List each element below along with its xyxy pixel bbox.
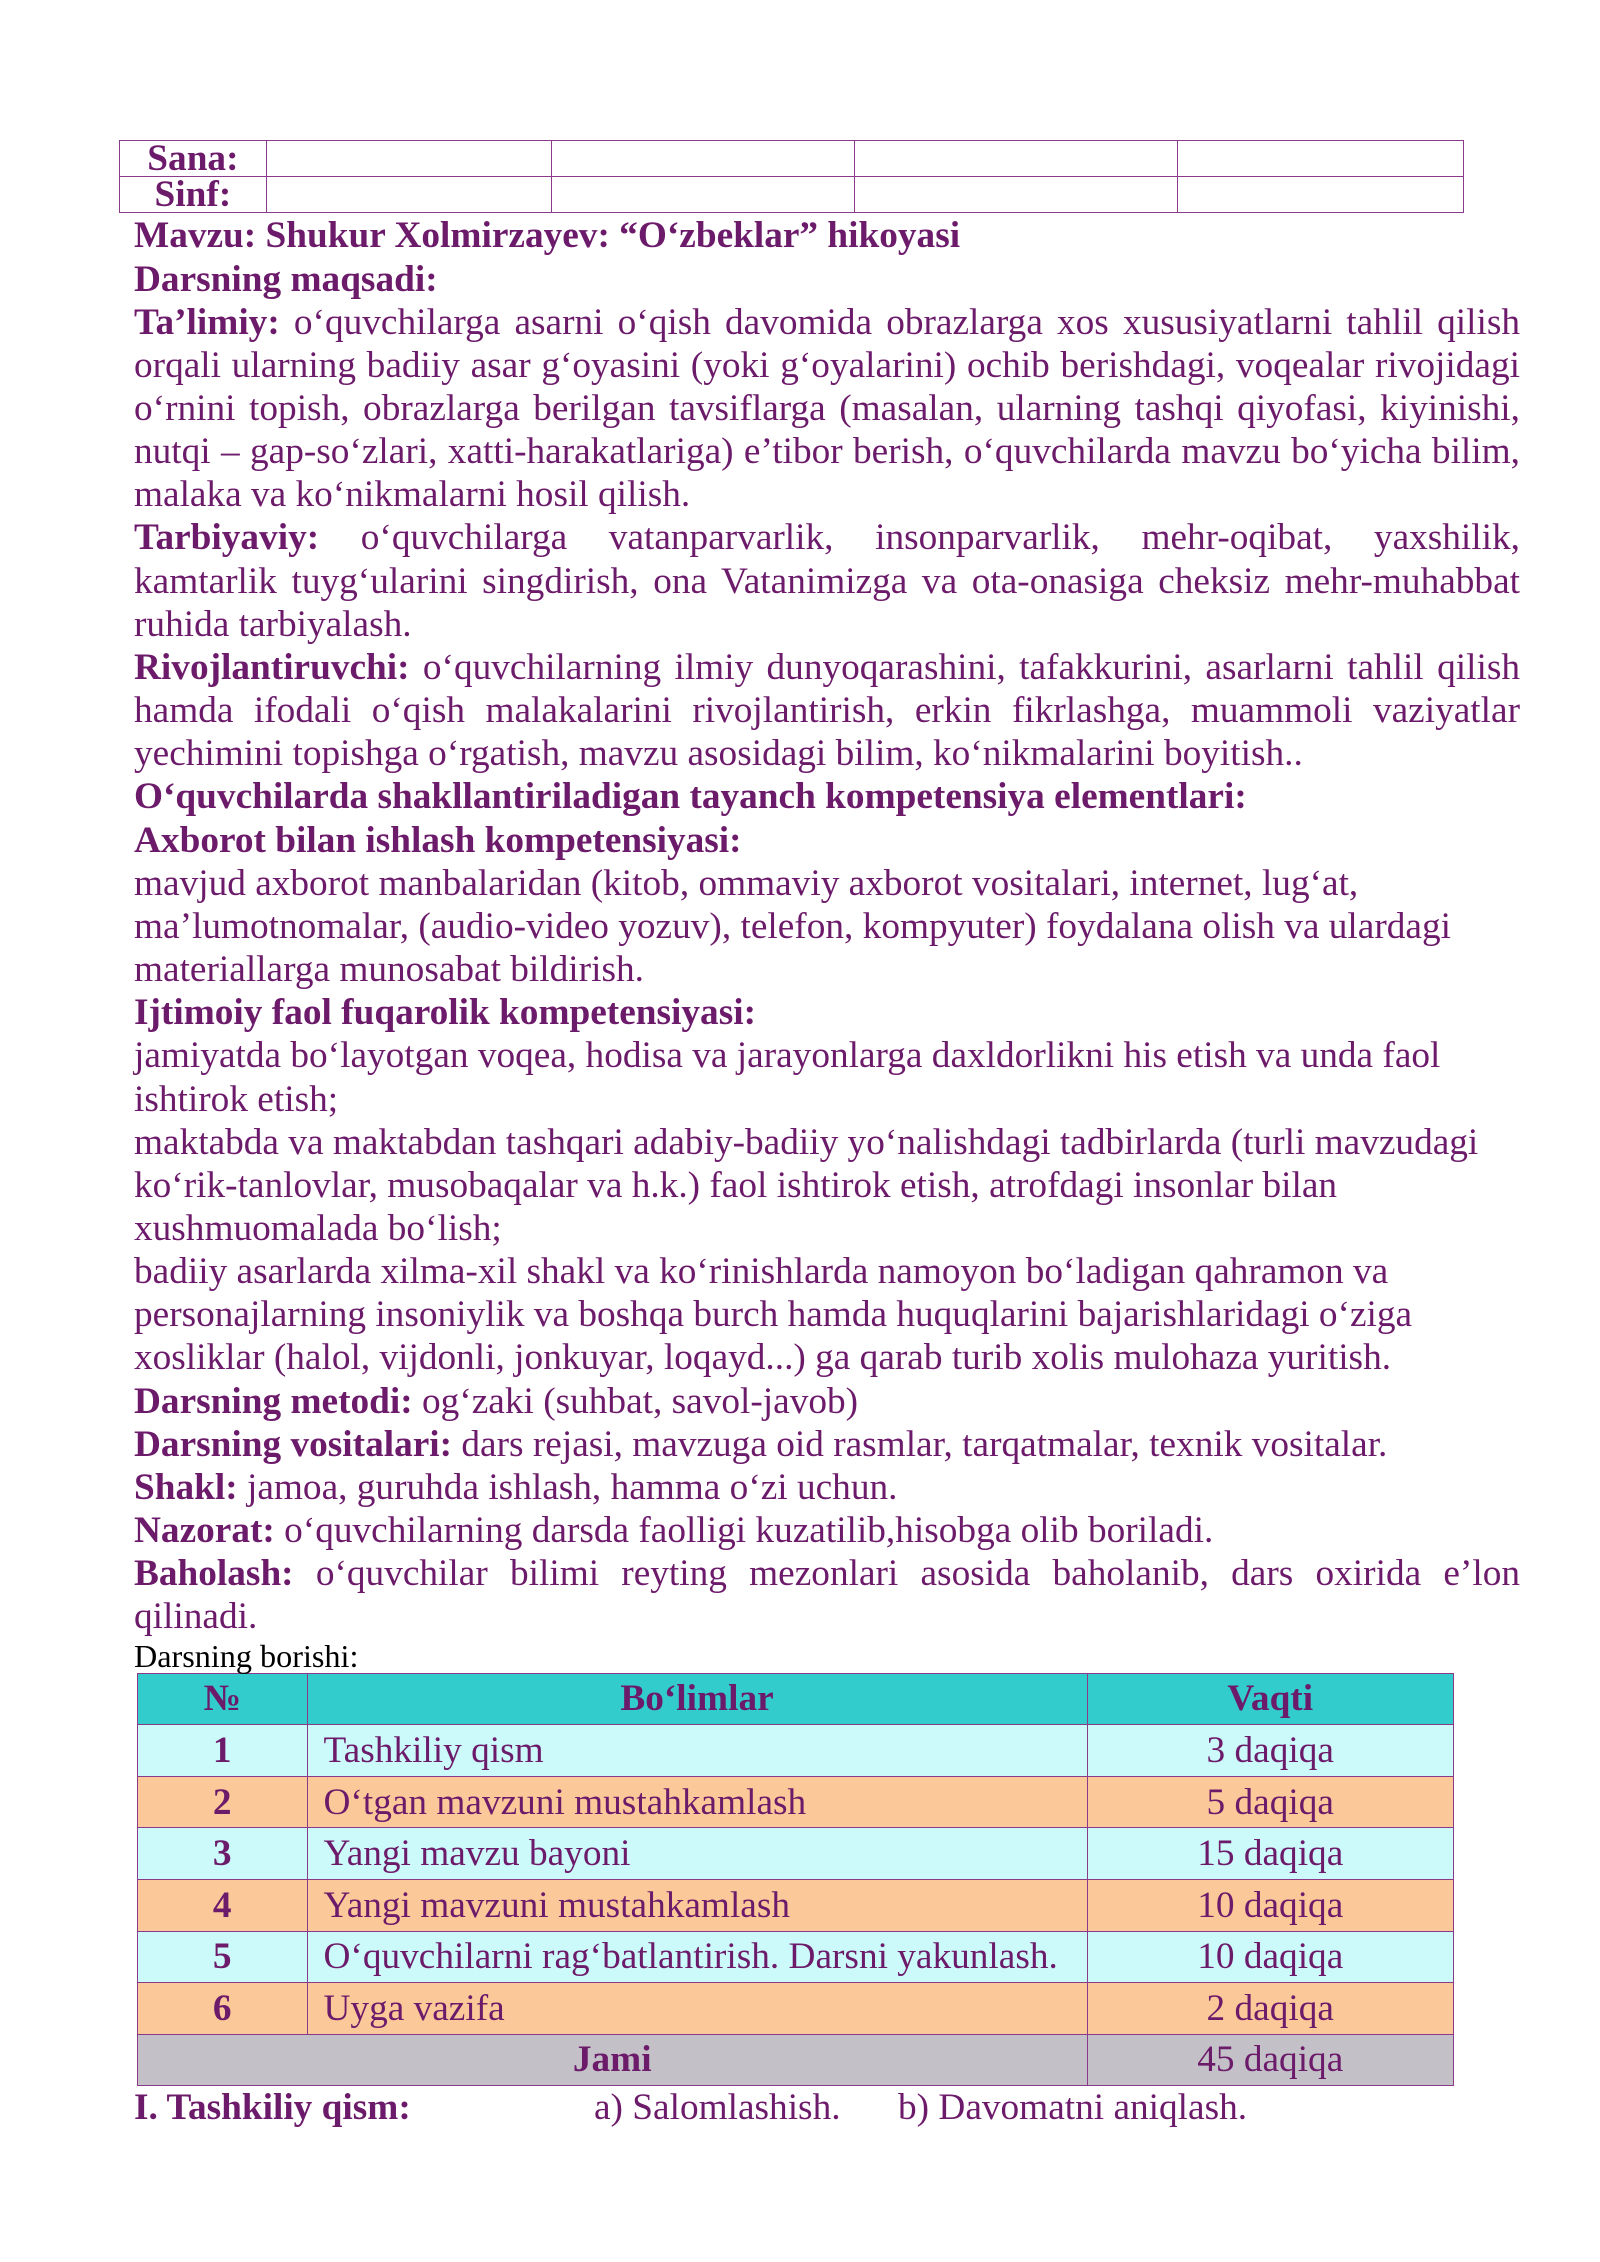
part-one-step: a) Salomlashish. <box>594 2087 841 2129</box>
column-header-time: Vaqti <box>1087 1673 1454 1725</box>
row-number: 4 <box>138 1879 308 1931</box>
table-row <box>138 1983 1454 2035</box>
row-time: 10 daqiqa <box>1087 1879 1454 1931</box>
row-section: Tashkiliy qism <box>307 1725 1087 1777</box>
row-time: 2 daqiqa <box>1087 1983 1454 2035</box>
part-one-label: I. Tashkiliy qism: <box>134 2087 411 2129</box>
topic-title: Mavzu: Shukur Xolmirzayev: “O‘zbeklar” hikoyasi <box>134 215 961 257</box>
row-time: 3 daqiqa <box>1087 1725 1454 1777</box>
competency-civic <box>134 991 1520 1379</box>
date-class-table <box>119 137 1464 215</box>
paragraph-line: yechimini topishga o‘rgatish, mavzu asosidagi bilim, ko‘nikmalarini boyitish.. <box>134 733 1303 775</box>
objective-text: o‘quvchilarga asarni o‘qish davomida obrazlarga xos xususiyatlarni tahlil qilish <box>293 301 1520 343</box>
row-section: O‘quvchilarni rag‘batlantirish. Darsni yakunlash. <box>307 1931 1087 1983</box>
class-cell <box>1177 177 1463 213</box>
paragraph-line: personajlarning insoniylik va boshqa burch hamda huquqlarini bajarishlaridagi o‘ziga <box>134 1294 1413 1336</box>
date-cell <box>855 141 1177 177</box>
paragraph-line: hamda ifodali o‘qish malakalarini rivojlantirish, erkin fikrlashga, muammoli vaziyatlar <box>134 690 1520 732</box>
column-header-number: № <box>138 1673 308 1725</box>
class-cell <box>855 177 1177 213</box>
paragraph-line: nutqi – gap-so‘zlari, xatti-harakatlariga) e’tibor berish, o‘quvchilarda mavzu bo‘yicha bilim, <box>134 431 1520 473</box>
table-header-row <box>138 1673 1454 1725</box>
competency-heading: Axborot bilan ishlash kompetensiyasi: <box>134 819 742 861</box>
paragraph-line: ma’lumotnomalar, (audio-video yozuv), telefon, kompyuter) foydalana olish va ulardagi <box>134 905 1451 947</box>
detail-method <box>134 1380 1520 1423</box>
date-cell <box>551 141 855 177</box>
objective-text: o‘quvchilarning ilmiy dunyoqarashini, tafakkurini, asarlarni tahlil qilish <box>422 646 1520 688</box>
detail-label: Shakl: <box>134 1466 238 1508</box>
paragraph-line: xushmuomalada bo‘lish; <box>134 1207 502 1249</box>
detail-text: jamoa, guruhda ishlash, hamma o‘zi uchun. <box>247 1466 898 1508</box>
competencies-heading: O‘quvchilarda shakllantiriladigan tayanch kompetensiya elementlari: <box>134 776 1247 818</box>
row-time: 10 daqiqa <box>1087 1931 1454 1983</box>
objective-developmental <box>134 646 1520 775</box>
paragraph-line <box>134 301 1520 344</box>
paragraph-line: xosliklar (halol, vijdonli, jonkuyar, loqayd...) ga qarab turib xolis mulohaza yuritish. <box>134 1337 1392 1379</box>
row-number: 5 <box>138 1931 308 1983</box>
detail-label: Darsning metodi: <box>134 1380 413 1422</box>
detail-text: o‘quvchilarning darsda faolligi kuzatilib,hisobga olib boriladi. <box>284 1510 1214 1552</box>
detail-assessment <box>134 1552 1520 1638</box>
detail-label: Baholash: <box>134 1553 294 1595</box>
paragraph-line: badiiy asarlarda xilma-xil shakl va ko‘rinishlarda namoyon bo‘ladigan qahramon va <box>134 1251 1389 1293</box>
competency-heading: Ijtimoiy faol fuqarolik kompetensiyasi: <box>134 992 756 1034</box>
paragraph-line: kamtarlik tuyg‘ularini singdirish, ona Vatanimizga va ota-onasiga cheksiz mehr-muhabbat <box>134 560 1520 602</box>
class-row <box>120 177 1464 213</box>
detail-label: Darsning vositalari: <box>134 1423 453 1465</box>
row-section: Yangi mavzu bayoni <box>307 1828 1087 1880</box>
row-section: Yangi mavzuni mustahkamlash <box>307 1879 1087 1931</box>
objective-label: Tarbiyaviy: <box>134 517 320 559</box>
objective-label: Ta’limiy: <box>134 301 280 343</box>
detail-form <box>134 1466 1520 1509</box>
class-cell <box>266 177 551 213</box>
objective-label: Rivojlantiruvchi: <box>134 646 410 688</box>
paragraph-line: ruhida tarbiyalash. <box>134 603 412 645</box>
competency-information <box>134 819 1520 992</box>
date-cell <box>266 141 551 177</box>
row-time: 5 daqiqa <box>1087 1776 1454 1828</box>
paragraph-line: orqali ularning badiiy asar g‘oyasini (yoki g‘oyalarini) ochib berishdagi, voqealar rivojidagi <box>134 344 1520 386</box>
date-cell <box>1177 141 1463 177</box>
paragraph-line: qilinadi. <box>134 1596 258 1638</box>
lesson-flow-caption: Darsning borishi: <box>134 1637 359 1674</box>
paragraph-line <box>134 1552 1520 1595</box>
detail-text: og‘zaki (suhbat, savol-javob) <box>422 1380 859 1422</box>
total-row <box>138 2034 1454 2086</box>
date-label: Sana: <box>120 141 267 177</box>
paragraph-line: mavjud axborot manbalaridan (kitob, ommaviy axborot vositalari, internet, lug‘at, <box>134 862 1359 904</box>
table-row <box>138 1725 1454 1777</box>
objective-text: o‘quvchilarga vatanparvarlik, insonparvarlik, mehr-oqibat, yaxshilik, <box>360 517 1520 559</box>
class-cell <box>551 177 855 213</box>
lesson-flow-table <box>137 1673 1454 2087</box>
detail-text: dars rejasi, mavzuga oid rasmlar, tarqatmalar, texnik vositalar. <box>461 1423 1388 1465</box>
paragraph-line: jamiyatda bo‘layotgan voqea, hodisa va jarayonlarga daxldorlikni his etish va unda faol <box>134 1035 1441 1077</box>
row-section: O‘tgan mavzuni mustahkamlash <box>307 1776 1087 1828</box>
row-time: 15 daqiqa <box>1087 1828 1454 1880</box>
row-number: 2 <box>138 1776 308 1828</box>
part-one-line <box>134 2086 1520 2129</box>
paragraph-line <box>134 646 1520 689</box>
lesson-content <box>134 214 1520 2129</box>
paragraph-line: ishtirok etish; <box>134 1078 339 1120</box>
total-time: 45 daqiqa <box>1087 2034 1454 2086</box>
row-number: 6 <box>138 1983 308 2035</box>
objectives-heading: Darsning maqsadi: <box>134 258 438 300</box>
column-header-sections: Bo‘limlar <box>307 1673 1087 1725</box>
paragraph-line: materiallarga munosabat bildirish. <box>134 949 644 991</box>
paragraph-line: malaka va ko‘nikmalarni hosil qilish. <box>134 474 691 516</box>
detail-label: Nazorat: <box>134 1510 275 1552</box>
objective-educational <box>134 301 1520 517</box>
row-section: Uyga vazifa <box>307 1983 1087 2035</box>
table-row <box>138 1828 1454 1880</box>
objective-upbringing <box>134 516 1520 645</box>
paragraph-line: o‘rnini topish, obrazlarga berilgan tavsiflarga (masalan, ularning tashqi qiyofasi, kiyinishi, <box>134 388 1520 430</box>
total-label: Jami <box>138 2034 1088 2086</box>
part-one-step: b) Davomatni aniqlash. <box>898 2087 1248 2129</box>
paragraph-line: maktabda va maktabdan tashqari adabiy-badiiy yo‘nalishdagi tadbirlarda (turli mavzudagi <box>134 1121 1479 1163</box>
date-row <box>120 141 1464 177</box>
table-row <box>138 1931 1454 1983</box>
table-row <box>138 1879 1454 1931</box>
detail-control <box>134 1509 1520 1552</box>
row-number: 1 <box>138 1725 308 1777</box>
detail-tools <box>134 1423 1520 1466</box>
row-number: 3 <box>138 1828 308 1880</box>
paragraph-line <box>134 516 1520 559</box>
table-row <box>138 1776 1454 1828</box>
class-label: Sinf: <box>120 177 267 213</box>
detail-text: o‘quvchilar bilimi reyting mezonlari asosida baholanib, dars oxirida e’lon <box>315 1553 1520 1595</box>
paragraph-line: ko‘rik-tanlovlar, musobaqalar va h.k.) faol ishtirok etish, atrofdagi insonlar bilan <box>134 1164 1338 1206</box>
